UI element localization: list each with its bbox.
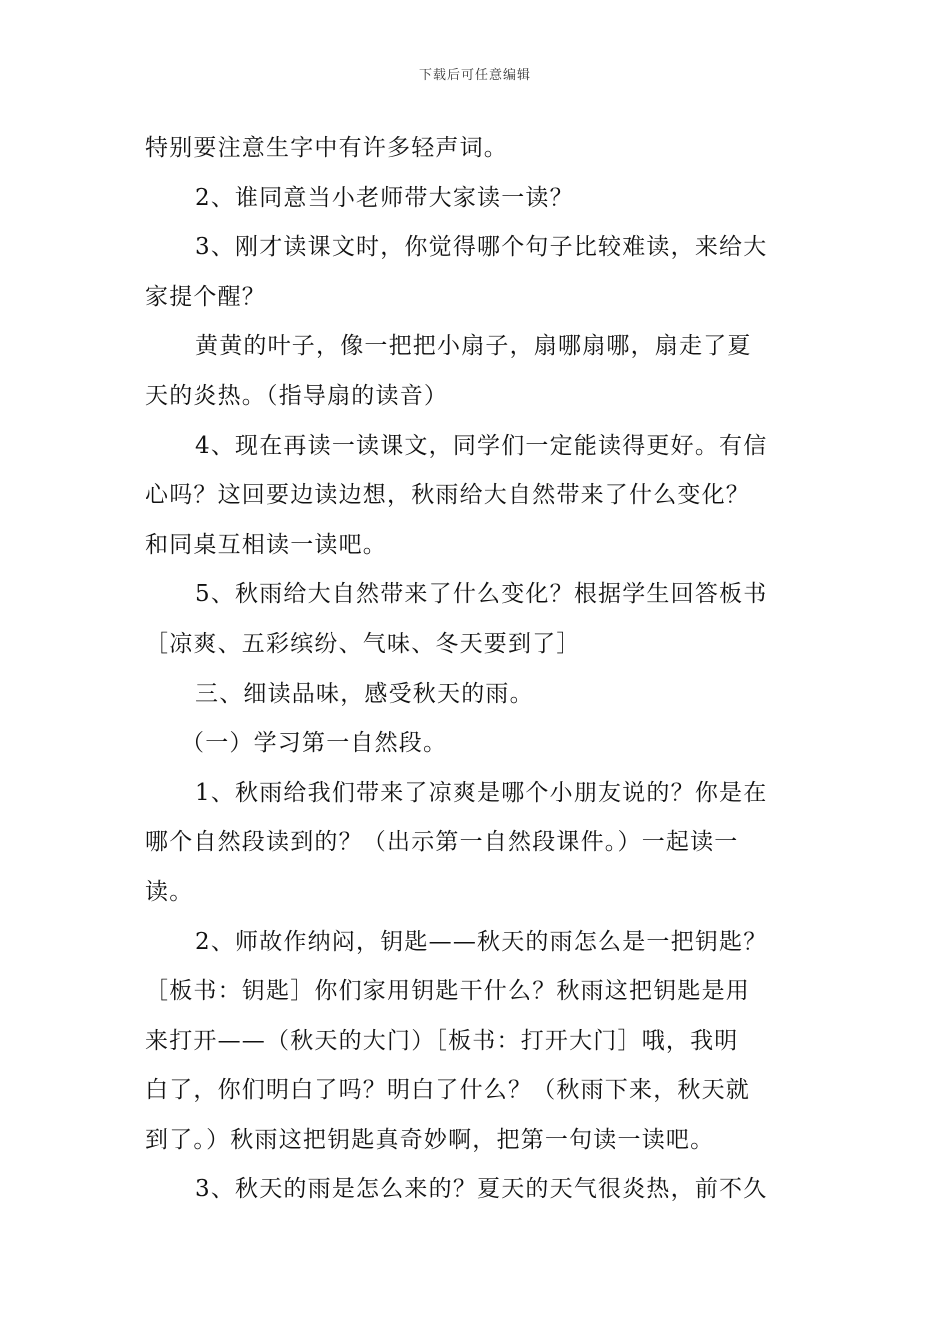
text-line: （一）学习第一自然段。 — [181, 730, 448, 757]
text-line: 特别要注意生字中有许多轻声词。 — [145, 135, 508, 161]
text-line: 5、秋雨给大自然带来了什么变化？根据学生回答板书 — [195, 581, 768, 608]
text-line: 2、谁同意当小老师带大家读一读？ — [195, 184, 574, 211]
text-line: 3、刚才读课文时，你觉得哪个句子比较难读，来给大 — [195, 234, 768, 261]
text-line: 心吗？这回要边读边想，秋雨给大自然带来了什么变化？ — [145, 482, 750, 509]
text-line: 哪个自然段读到的？（出示第一自然段课件。）一起读一 — [145, 829, 739, 856]
text-line: 来打开——（秋天的大门）［板书：打开大门］哦，我明 — [145, 1027, 739, 1054]
text-line: 1、秋雨给我们带来了凉爽是哪个小朋友说的？你是在 — [195, 779, 768, 806]
text-line: 4、现在再读一读课文，同学们一定能读得更好。有信 — [195, 432, 768, 459]
page-header: 下载后可任意编辑 — [418, 68, 531, 83]
text-line: 家提个醒？ — [145, 283, 266, 310]
text-line: 黄黄的叶子，像一把把小扇子，扇哪扇哪，扇走了夏 — [195, 333, 752, 360]
text-line: 三、细读品味，感受秋天的雨。 — [195, 680, 534, 707]
text-line: 到了。）秋雨这把钥匙真奇妙啊，把第一句读一读吧。 — [145, 1126, 715, 1153]
document-body — [145, 124, 810, 1215]
text-line: 白了，你们明白了吗？明白了什么？（秋雨下来，秋天就 — [145, 1077, 750, 1104]
text-line: ［凉爽、五彩缤纷、气味、冬天要到了］ — [145, 630, 581, 657]
text-line: 读。 — [145, 878, 194, 905]
text-line: 和同桌互相读一读吧。 — [145, 531, 387, 558]
text-line: ［板书：钥匙］你们家用钥匙干什么？秋雨这把钥匙是用 — [145, 978, 750, 1005]
text-line: 2、师故作纳闷，钥匙——秋天的雨怎么是一把钥匙？ — [195, 928, 768, 955]
text-line: 3、秋天的雨是怎么来的？夏天的天气很炎热，前不久 — [195, 1176, 768, 1203]
text-line: 天的炎热。（指导扇的读音） — [145, 382, 449, 409]
